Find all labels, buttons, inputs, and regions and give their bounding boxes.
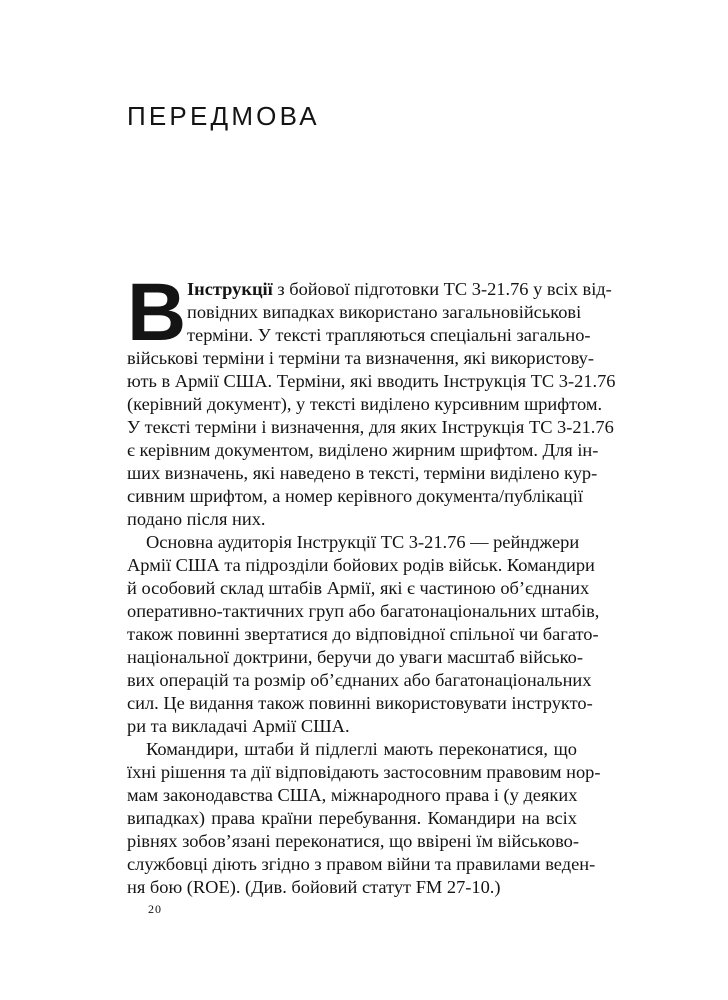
text-line: Командири, штаби й підлеглі мають переконатися, що <box>146 739 577 759</box>
text-line: Основна аудиторія Інструкції ТС 3-21.76 — рейнджери <box>146 532 580 552</box>
bold-term: Інструкції <box>187 279 273 299</box>
text-line: повідних випадках використано загальновійськові <box>187 302 582 322</box>
text-line: сивним шрифтом, а номер керівного документа/публікації <box>127 486 583 506</box>
text-line: також повинні звертатися до відповідної спільної чи багато- <box>127 624 599 644</box>
text-line: Інструкції з бойової підготовки ТС 3-21.76 у всіх від- <box>187 279 612 299</box>
text-line: вих операцій та розмір об’єднаних або багатонаціональних <box>127 670 592 690</box>
paragraph <box>127 738 601 899</box>
text-line: випадках) права країни перебування. Командири на всіх <box>127 808 577 828</box>
text-line: національної доктрини, беручи до уваги масштаб військо- <box>127 647 583 667</box>
text-line: терміни. У тексті трапляються спеціальні загально- <box>187 325 591 345</box>
text-line: службовці діють згідно з правом війни та правилами веден- <box>127 854 596 874</box>
text-line: й особовий склад штабів Армії, які є частиною об’єднаних <box>127 578 590 598</box>
body-text <box>127 278 616 899</box>
paragraph <box>127 278 616 531</box>
text-line: ри та викладачі Армії США. <box>127 716 350 736</box>
text-line: рівнях зобов’язані переконатися, що ввірені їм військово- <box>127 831 579 851</box>
text-line: сил. Це видання також повинні використовувати інструкто- <box>127 693 593 713</box>
text-line: Армії США та підрозділи бойових родів військ. Командири <box>127 555 595 575</box>
text-line: мам законодавства США, міжнародного права і (у деяких <box>127 785 578 805</box>
text-line: їхні рішення та дії відповідають застосовним правовим нор- <box>127 762 601 782</box>
text-line: ня бою (ROE). (Див. бойовий статут FM 27-10.) <box>127 877 501 897</box>
text-line: військові терміни і терміни та визначення, які використову- <box>127 348 594 368</box>
text-line: (керівний документ), у тексті виділено курсивним шрифтом. <box>127 394 603 414</box>
text-line: є керівним документом, виділено жирним шрифтом. Для ін- <box>127 440 599 460</box>
text-line: оперативно-тактичних груп або багатонаціональних штабів, <box>127 601 600 621</box>
page-title: ПЕРЕДМОВА <box>127 101 320 131</box>
text-line: ших визначень, які наведено в тексті, терміни виділено кур- <box>127 463 598 483</box>
text-line: подано після них. <box>127 509 266 529</box>
drop-cap: В <box>127 267 187 358</box>
page-number: 20 <box>148 902 162 916</box>
paragraph <box>127 531 600 738</box>
text-line: У тексті терміни і визначення, для яких Інструкція ТС 3-21.76 <box>127 417 614 437</box>
text-line: ють в Армії США. Терміни, які вводить Інструкція ТС 3-21.76 <box>127 371 616 391</box>
